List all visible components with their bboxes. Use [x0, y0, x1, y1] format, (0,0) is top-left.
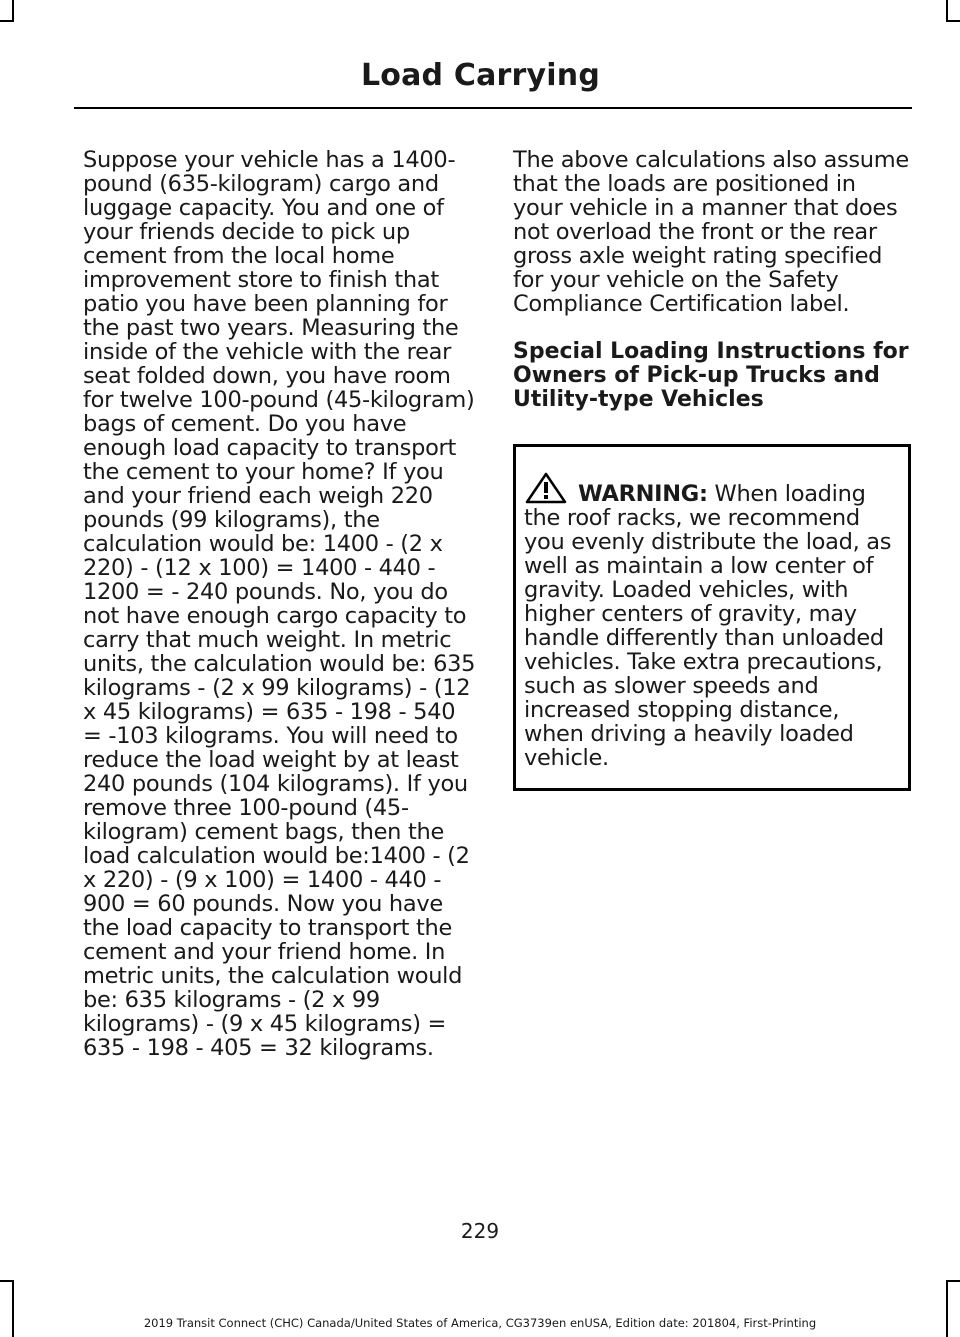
- crop-mark: [946, 1280, 960, 1282]
- crop-mark: [0, 1280, 14, 1282]
- crop-mark: [12, 0, 14, 22]
- crop-mark: [946, 20, 960, 22]
- right-column: [513, 148, 911, 791]
- calculation-assumption-paragraph: The above calculations also assume that the loads are positioned in your vehicle in a manner that does not overload the front or the rear gross axle weight rating specified for your vehicle on the Safety Compliance Certification label.: [513, 147, 909, 317]
- left-column: [83, 148, 478, 1060]
- warning-triangle-icon: [524, 471, 568, 505]
- page-number: 229: [460, 1219, 500, 1243]
- warning-label: WARNING:: [578, 481, 708, 507]
- cargo-calculation-paragraph: Suppose your vehicle has a 1400-pound (635-kilogram) cargo and luggage capacity. You and one of your friends decide to pick up cement from the local home improvement store to finish that patio you have been planning for the past two years. Measuring the inside of the vehicle with the rear seat folded down, you have room for twelve 100-pound (45-kilogram) bags of cement. Do you have enough load capacity to transport the cement to your home? If you and your friend each weigh 220 pounds (99 kilograms), the calculation would be: 1400 - (2 x 220) - (12 x 100) = 1400 - 440 - 1200 = - 240 pounds. No, you do not have enough cargo capacity to carry that much weight. In metric units, the calculation would be: 635 kilograms - (2 x 99 kilograms) - (12 x 45 kilograms) = 635 - 198 - 540 = -103 kilograms. You will need to reduce the load weight by at least 240 pounds (104 kilograms). If you remove three 100-pound (45-kilogram) cement bags, then the load calculation would be:1400 - (2 x 220) - (9 x 100) = 1400 - 440 - 900 = 60 pounds. Now you have the load capacity to transport the cement and your friend home. In metric units, the calculation would be: 635 kilograms - (2 x 99 kilograms) - (9 x 45 kilograms) = 635 - 198 - 405 = 32 kilograms.: [83, 147, 476, 1061]
- warning-box: [513, 444, 911, 791]
- header-divider: [74, 107, 912, 109]
- crop-mark: [0, 20, 14, 22]
- footer-edition-info: 2019 Transit Connect (CHC) Canada/United States of America, CG3739en enUSA, Edition date: 201804, First-Printing: [143, 1316, 817, 1330]
- warning-text: When loading the roof racks, we recommend you evenly distribute the load, as well as maintain a low center of gravity. Loaded vehicles, with higher centers of gravity, may handle differently than unloaded vehicles. Take extra precautions, such as slower speeds and increased stopping distance, when driving a heavily loaded vehicle.: [524, 481, 892, 771]
- section-title: Load Carrying: [360, 58, 600, 93]
- crop-mark: [946, 0, 948, 22]
- special-loading-heading: Special Loading Instructions for Owners of Pick-up Trucks and Utility-type Vehicles: [513, 339, 909, 412]
